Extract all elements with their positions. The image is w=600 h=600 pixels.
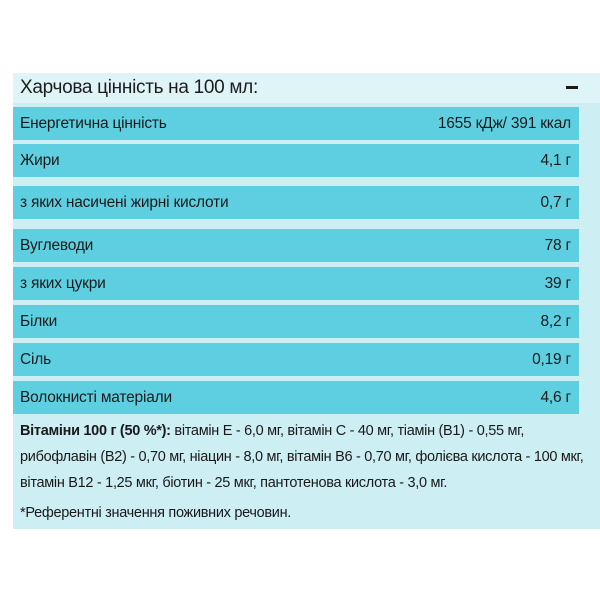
row-value: 0,19 г (532, 350, 571, 368)
nutrition-row-salt (13, 343, 579, 376)
row-label: Жири (20, 151, 60, 169)
nutrition-row-protein (13, 305, 579, 338)
row-label: з яких цукри (20, 274, 106, 292)
row-label: Волокнисті матеріали (20, 388, 172, 406)
vitamins-note (20, 418, 590, 496)
row-value: 0,7 г (540, 193, 571, 211)
row-value: 1655 кДж/ 391 ккал (437, 114, 571, 132)
reference-footnote: *Референтні значення поживних речовин. (20, 505, 292, 521)
vitamins-heading: Вітаміни 100 г (50 %*): (20, 423, 171, 439)
row-label: Енергетична цінність (20, 114, 167, 132)
row-label: з яких насичені жирні кислоти (20, 193, 229, 211)
row-label: Вуглеводи (20, 236, 94, 254)
row-label: Сіль (20, 350, 51, 368)
row-label: Білки (20, 312, 58, 330)
collapse-icon[interactable] (566, 86, 578, 89)
nutrition-row-fibre (13, 381, 579, 414)
row-value: 4,1 г (540, 151, 571, 169)
nutrition-row-energy (13, 107, 579, 140)
row-value: 39 г (544, 274, 571, 292)
row-value: 4,6 г (540, 388, 571, 406)
nutrition-row-carbohydrates (13, 229, 579, 262)
row-value: 8,2 г (540, 312, 571, 330)
nutrition-row-saturated-fat (13, 186, 579, 219)
vitamins-text: вітамін Е - 6,0 мг, вітамін С - 40 мг, тіамін (В1) - 0,55 мг, рибофлавін (В2) - 0,70 мг, ніацин - 8,0 мг, вітамін В6 - 0,70 мг, фолієва кислота - 100 мкг, вітамін В12 - 1,25 мкг, біотин - 25 мкг, пантотенова кислота - 3,0 мг. (20, 423, 584, 491)
nutrition-header (13, 73, 600, 103)
nutrition-row-fat (13, 144, 579, 177)
nutrition-row-sugars (13, 267, 579, 300)
nutrition-title: Харчова цінність на 100 мл: (20, 77, 258, 98)
row-value: 78 г (544, 236, 571, 254)
